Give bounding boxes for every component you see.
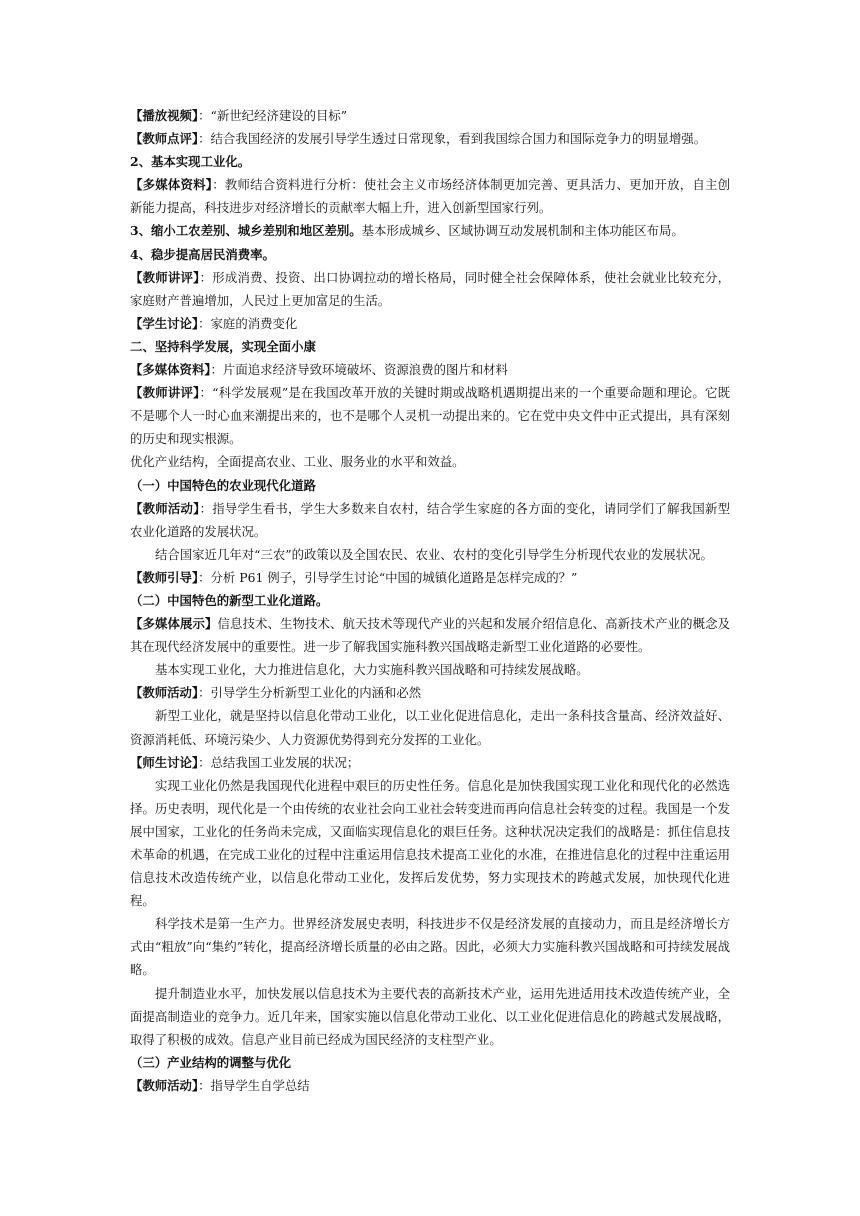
paragraph-teacher-lecture-1 xyxy=(130,266,730,312)
paragraph-text: ：家庭的消费变化 xyxy=(198,315,298,331)
paragraph-text: ：形成消费、投资、出口协调拉动的增长格局，同时健全社会保障体系，使社会就业比较充分，家庭财产普遍增加，人民过上更加富足的生活。 xyxy=(130,269,730,308)
heading-industrialization: 2、基本实现工业化。 xyxy=(130,154,251,170)
paragraph-three-rural: 结合国家近几年对“三农”的政策以及全国农民、农业、农村的变化引导学生分析现代农业的发展状况。 xyxy=(155,546,713,562)
paragraph-multimedia-3 xyxy=(130,612,730,658)
paragraph-science-tech: 科学技术是第一生产力。世界经济发展史表明，科技进步不仅是经济发展的直接动力，而且是经济增长方式由“粗放”向“集约”转化，提高经济增长质量的必由之路。因此，必须大力实施科教兴国战略和可持续发展战略。 xyxy=(130,916,730,978)
paragraph-text: ：“科学发展观”是在我国改革开放的关键时期或战略机遇期提出来的一个重要命题和理论。它既不是哪个人一时心血来潮提出来的，也不是哪个人灵机一动提出来的。它在党中央文件中正式提出，具有深刻的历史和现实根源。 xyxy=(130,385,730,447)
tag-label: 【教师活动】 xyxy=(130,500,200,516)
paragraph-text: ：分析 P61 例子，引导学生讨论“中国的城镇化道路是怎样完成的？” xyxy=(198,569,578,585)
paragraph-teacher-activity-2 xyxy=(130,681,730,704)
paragraph-text: ：片面追求经济导致环境破坏、资源浪费的图片和材料 xyxy=(210,362,508,378)
tag-label: 【教师讲评】 xyxy=(130,385,200,401)
paragraph-video xyxy=(130,104,730,127)
tag-label: 【教师活动】 xyxy=(130,1077,199,1093)
paragraph-basic-industrialization: 基本实现工业化，大力推进信息化，大力实施科教兴国战略和可持续发展战略。 xyxy=(155,662,589,678)
paragraph-teacher-activity-1 xyxy=(130,497,730,543)
tag-label: 【学生讨论】 xyxy=(130,315,199,331)
heading-inline: 3、缩小工农差别、城乡差别和地区差别。 xyxy=(130,223,362,239)
tag-label: 【多媒体展示】 xyxy=(130,616,218,632)
heading-industrial-road: （二）中国特色的新型工业化道路。 xyxy=(130,592,329,608)
document-page xyxy=(130,104,730,1097)
paragraph-new-industrialization: 新型工业化，就是坚持以信息化带动工业化，以工业化促进信息化，走出一条科技含量高、经济效益好、资源消耗低、环境污染少、人力资源优势得到充分发挥的工业化。 xyxy=(130,708,730,747)
paragraph-teacher-activity-3 xyxy=(130,1074,730,1097)
tag-label: 【多媒体资料】 xyxy=(130,362,211,378)
paragraph-reduce-gap xyxy=(130,219,730,242)
tag-label: 【播放视频】 xyxy=(130,108,199,123)
tag-label: 【教师引导】 xyxy=(130,569,199,585)
paragraph-text: ：结合我国经济的发展引导学生透过日常现象，看到我国综合国力和国际竞争力的明显增强。 xyxy=(198,131,707,147)
paragraph-student-discussion xyxy=(130,312,730,335)
tag-label: 【教师活动】 xyxy=(130,685,199,701)
paragraph-text: 基本形成城乡、区域协调互动发展机制和主体功能区布局。 xyxy=(361,223,684,239)
tag-label: 【多媒体资料】 xyxy=(130,177,213,193)
paragraph-text: ：引导学生分析新型工业化的内涵和必然 xyxy=(198,685,422,701)
paragraph-multimedia-1 xyxy=(130,173,730,219)
paragraph-text: ：“新世纪经济建设的目标” xyxy=(198,108,348,123)
paragraph-text: ：教师结合资料进行分析：使社会主义市场经济体制更加完善、更具活力、更加开放，自主创新能力提高，科技进步对经济增长的贡献率大幅上升，进入创新型国家行列。 xyxy=(130,177,730,216)
paragraph-manufacturing: 提升制造业水平，加快发展以信息技术为主要代表的高新技术产业，运用先进适用技术改造传统产业，全面提高制造业的竞争力。近几年来，国家实施以信息化带动工业化、以工业化促进信息化的跨越式发展战略，取得了积极的成效。信息产业目前已经成为国民经济的支柱型产业。 xyxy=(130,985,730,1047)
paragraph-text: ：指导学生看书，学生大多数来自农村，结合学生家庭的各方面的变化，请同学们了解我国新型农业化道路的发展状况。 xyxy=(130,500,730,539)
heading-consumption: 4、稳步提高居民消费率。 xyxy=(130,246,275,262)
tag-label: 【师生讨论】 xyxy=(130,754,199,770)
tag-label: 【教师讲评】 xyxy=(130,269,200,285)
paragraph-informatization: 实现工业化仍然是我国现代化进程中艰巨的历史性任务。信息化是加快我国实现工业化和现代化的必然选择。历史表明，现代化是一个由传统的农业社会向工业社会转变进而再向信息社会转变的过程。我国是一个发展中国家，工业化的任务尚未完成，又面临实现信息化的艰巨任务。这种状况决定我们的战略是：抓住信息技术革命的机遇，在完成工业化的过程中注重运用信息技术提高工业化的水准，在推进信息化的过程中注重运用信息技术改造传统产业，以信息化带动工业化，发挥后发优势，努力实现技术的跨越式发展，加快现代化进程。 xyxy=(130,777,730,909)
paragraph-text: ：总结我国工业发展的状况； xyxy=(198,754,360,770)
heading-agriculture: （一）中国特色的农业现代化道路 xyxy=(130,477,316,493)
paragraph-teacher-guide xyxy=(130,566,730,589)
paragraph-teacher-comment xyxy=(130,127,730,150)
paragraph-teacher-lecture-2 xyxy=(130,381,730,450)
paragraph-multimedia-2 xyxy=(130,358,730,381)
heading-structure-adjustment: （三）产业结构的调整与优化 xyxy=(130,1054,292,1070)
paragraph-industry-structure: 优化产业结构，全面提高农业、工业、服务业的水平和效益。 xyxy=(130,454,465,470)
paragraph-teacher-student-discussion xyxy=(130,751,730,774)
paragraph-text: ：指导学生自学总结 xyxy=(198,1077,310,1093)
heading-section-2: 二、坚持科学发展，实现全面小康 xyxy=(130,338,316,354)
tag-label: 【教师点评】 xyxy=(130,131,199,147)
paragraph-text: 信息技术、生物技术、航天技术等现代产业的兴起和发展介绍信息化、高新技术产业的概念及其在现代经济发展中的重要性。进一步了解我国实施科教兴国战略走新型工业化道路的必要性。 xyxy=(130,616,731,655)
